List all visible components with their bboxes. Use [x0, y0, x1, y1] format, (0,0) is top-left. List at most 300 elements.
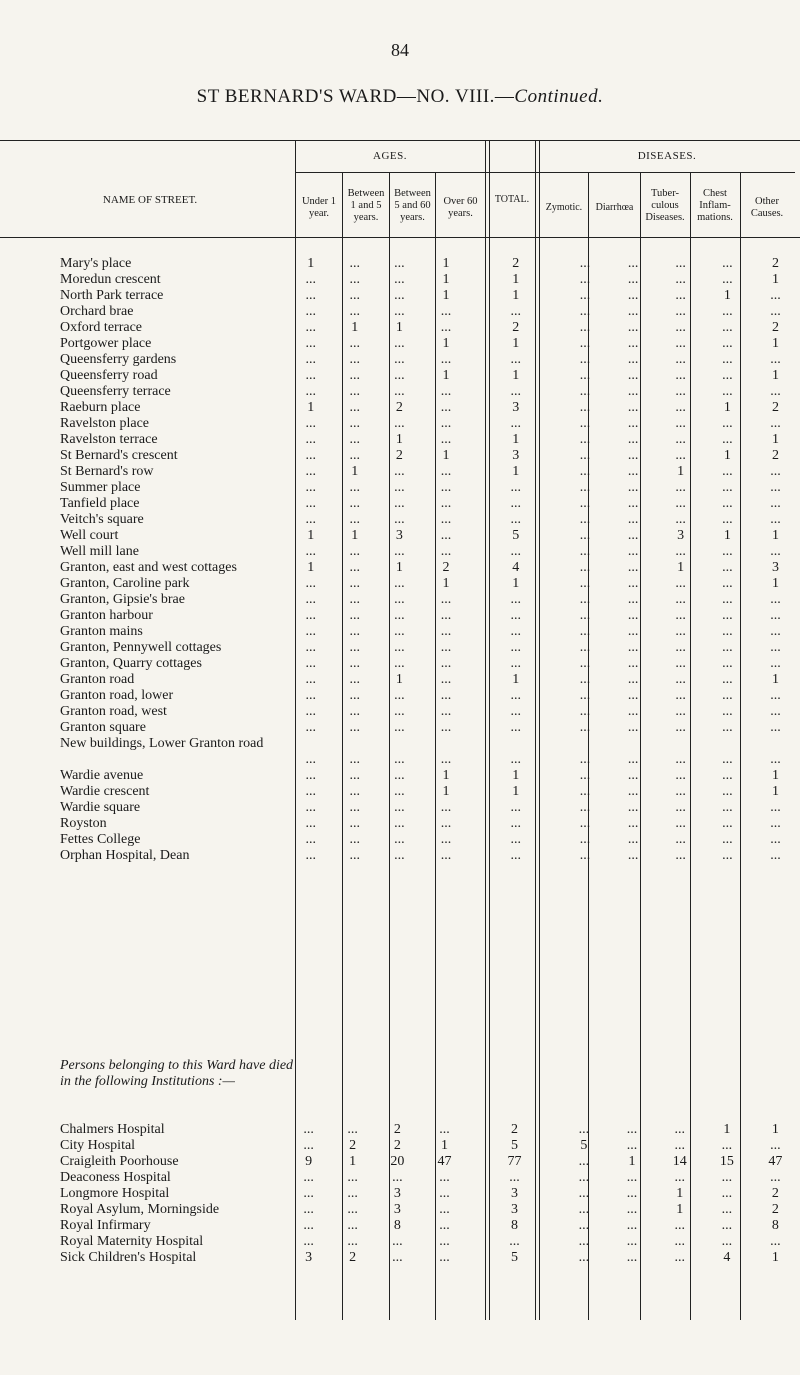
cell-value: 1 [512, 784, 520, 799]
cell-value: ... [627, 384, 639, 399]
row-label-text: Well court [60, 528, 119, 543]
row-label [0, 320, 288, 336]
row-label-text: Royal Asylum, Morningside [60, 1202, 220, 1217]
cell-value: 2 [395, 400, 403, 415]
cell-value: ... [675, 544, 686, 559]
row-label-text: Royal Maternity Hospital [60, 1234, 204, 1249]
cell-value: 3 [511, 1186, 518, 1201]
cell-value: ... [440, 512, 452, 527]
cell-value: 1 [442, 256, 450, 271]
cell-value: ... [770, 1170, 781, 1185]
cell-value: 1 [442, 368, 450, 383]
row-label [0, 560, 288, 576]
cell-value: ... [440, 640, 452, 655]
cell-value: 1 [723, 400, 731, 415]
cell-value: ... [675, 624, 686, 639]
cell-value: 3 [771, 560, 779, 575]
cell-value: ... [394, 464, 405, 479]
row-label-text: Ravelston terrace [60, 432, 158, 447]
row-label-text: Granton, Pennywell cottages [60, 640, 222, 655]
header-tuberculous: Tuber-culous Diseases. [645, 188, 685, 223]
row-label [0, 528, 288, 544]
row-label-text: Chalmers Hospital [60, 1122, 165, 1137]
cell-value: ... [394, 352, 405, 367]
cell-value: ... [579, 704, 591, 719]
cell-value: ... [579, 256, 591, 271]
cell-value: 1 [723, 448, 731, 463]
cell-value: 3 [512, 448, 520, 463]
cell-value: ... [349, 496, 361, 511]
cell-value: ... [394, 848, 405, 863]
cell-value: ... [394, 576, 405, 591]
cell-value: ... [579, 352, 591, 367]
cell-value: ... [627, 544, 639, 559]
street-row [0, 528, 800, 544]
row-label [0, 784, 288, 800]
row-label-text: Raeburn place [60, 400, 141, 415]
cell-value: 1 [771, 784, 779, 799]
cell-value: ... [439, 1186, 450, 1201]
cell-value: ... [349, 352, 361, 367]
cell-value: ... [440, 416, 452, 431]
cell-value: ... [510, 640, 521, 655]
cell-value: ... [675, 608, 686, 623]
cell-value: ... [722, 480, 733, 495]
cell-value: ... [675, 496, 686, 511]
row-label [0, 768, 288, 784]
cell-value: ... [349, 848, 361, 863]
cell-value: ... [394, 800, 405, 815]
street-row [0, 256, 800, 272]
cell-value: ... [627, 784, 639, 799]
cell-value: 1 [307, 256, 315, 271]
institution-row [0, 1186, 800, 1202]
cell-value: ... [627, 720, 639, 735]
cell-value: ... [349, 832, 361, 847]
row-label-text: Wardie square [60, 800, 141, 815]
cell-value: ... [510, 416, 521, 431]
cell-value: ... [394, 784, 405, 799]
cell-value: ... [510, 752, 521, 767]
cell-value: ... [675, 704, 686, 719]
cell-value: ... [722, 816, 733, 831]
cell-value: ... [721, 1218, 733, 1233]
cell-value: 1 [771, 1250, 779, 1265]
cell-value: ... [579, 688, 591, 703]
institutions-heading: Persons belonging to this Ward have died in the following Institutions :— [60, 1058, 294, 1089]
cell-value: 1 [512, 368, 520, 383]
cell-value: 1 [395, 560, 403, 575]
row-label [0, 1186, 286, 1202]
cell-value: ... [627, 816, 639, 831]
cell-value: 8 [771, 1218, 779, 1233]
row-label-text: Royston [60, 816, 107, 831]
cell-value: ... [394, 704, 405, 719]
title-continued: Continued. [514, 86, 604, 107]
cell-value: ... [627, 752, 639, 767]
cell-value: ... [579, 848, 591, 863]
cell-value: ... [627, 288, 639, 303]
cell-value: ... [440, 832, 452, 847]
cell-value: ... [305, 848, 316, 863]
cell-value: ... [770, 592, 781, 607]
header-between-5-60: Between 5 and 60 years. [394, 188, 431, 223]
header-other: Other Causes. [750, 196, 784, 219]
cell-value: ... [349, 672, 361, 687]
cell-value: ... [510, 656, 521, 671]
cell-value: 1 [771, 368, 779, 383]
cell-value: ... [440, 400, 452, 415]
institutions-body [0, 1122, 800, 1266]
cell-value: 3 [395, 528, 403, 543]
street-row [0, 560, 800, 576]
cell-value: ... [440, 432, 452, 447]
cell-value: ... [440, 496, 452, 511]
cell-value: ... [392, 1234, 403, 1249]
row-label [0, 1202, 286, 1218]
cell-value: ... [349, 448, 361, 463]
row-label-text: Tanfield place [60, 496, 140, 511]
row-label-text: St Bernard's crescent [60, 448, 178, 463]
row-label-text: Wardie avenue [60, 768, 144, 783]
row-label [0, 1218, 286, 1234]
cell-value: ... [349, 768, 361, 783]
cell-value: ... [770, 384, 781, 399]
cell-value: ... [305, 416, 316, 431]
cell-value: ... [626, 1170, 638, 1185]
cell-value: 9 [305, 1154, 313, 1169]
cell-value: 2 [771, 448, 779, 463]
cell-value: ... [722, 640, 733, 655]
cell-value: ... [578, 1234, 590, 1249]
cell-value: ... [305, 304, 316, 319]
cell-value: ... [349, 288, 361, 303]
cell-value: 1 [723, 528, 731, 543]
cell-value: ... [579, 608, 591, 623]
cell-value: ... [440, 656, 452, 671]
row-label-text: City Hospital [60, 1138, 136, 1153]
cell-value: ... [675, 272, 686, 287]
cell-value: ... [579, 640, 591, 655]
street-row [0, 672, 800, 688]
cell-value: 2 [771, 1202, 779, 1217]
cell-value: ... [722, 320, 733, 335]
street-row [0, 784, 800, 800]
row-label [0, 608, 288, 624]
cell-value: 1 [723, 1122, 731, 1137]
row-label-text: Granton, Caroline park [60, 576, 190, 591]
cell-value: ... [721, 1138, 733, 1153]
row-label-text: Craigleith Poorhouse [60, 1154, 179, 1169]
street-row [0, 736, 800, 768]
cell-value: 1 [771, 272, 779, 287]
cell-value: ... [510, 304, 521, 319]
cell-value: ... [627, 560, 639, 575]
cell-value: ... [510, 688, 521, 703]
cell-value: ... [627, 352, 639, 367]
institution-row [0, 1218, 800, 1234]
cell-value: ... [626, 1138, 638, 1153]
cell-value: ... [440, 672, 452, 687]
cell-value: ... [770, 288, 781, 303]
cell-value: ... [347, 1234, 358, 1249]
street-row [0, 336, 800, 352]
cell-value: ... [394, 768, 405, 783]
cell-value: 1 [442, 448, 450, 463]
cell-value: ... [627, 592, 639, 607]
row-label-text: Orphan Hospital, Dean [60, 848, 190, 863]
header-chest: Chest Inflam-mations. [697, 188, 733, 223]
cell-value: ... [721, 1234, 733, 1249]
header-zymotic: Zymotic. [545, 202, 583, 213]
cell-value: 4 [512, 560, 520, 575]
cell-value: ... [394, 304, 405, 319]
street-row [0, 320, 800, 336]
cell-value: ... [627, 704, 639, 719]
cell-value: ... [440, 800, 452, 815]
cell-value: ... [627, 336, 639, 351]
institution-row [0, 1234, 800, 1250]
cell-value: ... [627, 272, 639, 287]
cell-value: ... [394, 384, 405, 399]
street-row [0, 624, 800, 640]
cell-value: 1 [676, 1202, 684, 1217]
cell-value: 1 [349, 1154, 357, 1169]
street-row [0, 816, 800, 832]
institution-row [0, 1122, 800, 1138]
cell-value: 1 [351, 464, 359, 479]
cell-value: ... [722, 576, 733, 591]
cell-value: ... [722, 688, 733, 703]
cell-value: ... [675, 256, 686, 271]
cell-value: ... [440, 752, 452, 767]
cell-value: ... [305, 832, 316, 847]
institution-row [0, 1250, 800, 1266]
cell-value: ... [579, 448, 591, 463]
cell-value: ... [305, 432, 316, 447]
cell-value: 1 [395, 672, 403, 687]
street-row [0, 480, 800, 496]
cell-value: ... [349, 800, 361, 815]
cell-value: ... [305, 672, 316, 687]
cell-value: ... [509, 1234, 520, 1249]
row-label-text: Granton road [60, 672, 135, 687]
cell-value: ... [349, 400, 361, 415]
cell-value: ... [394, 544, 405, 559]
cell-value: ... [627, 320, 639, 335]
cell-value: ... [579, 656, 591, 671]
cell-value: ... [349, 384, 361, 399]
cell-value: ... [510, 608, 521, 623]
cell-value: ... [579, 384, 591, 399]
row-label [0, 1122, 286, 1138]
cell-value: ... [722, 336, 733, 351]
cell-value: ... [675, 368, 686, 383]
cell-value: ... [722, 608, 733, 623]
cell-value: ... [349, 512, 361, 527]
header-bottom-rule [0, 237, 800, 238]
cell-value: ... [578, 1122, 590, 1137]
cell-value: ... [579, 768, 591, 783]
cell-value: ... [627, 256, 639, 271]
header-over-60: Over 60 years. [443, 196, 478, 219]
row-label [0, 544, 288, 560]
cell-value: ... [770, 848, 781, 863]
row-label [0, 1154, 286, 1170]
street-row [0, 544, 800, 560]
cell-value: ... [349, 416, 361, 431]
row-label [0, 256, 288, 272]
cell-value: ... [579, 272, 591, 287]
cell-value: ... [722, 624, 733, 639]
row-label [0, 848, 288, 864]
cell-value: 2 [771, 400, 779, 415]
cell-value: ... [674, 1250, 685, 1265]
cell-value: ... [305, 512, 316, 527]
cell-value: ... [675, 432, 686, 447]
cell-value: ... [722, 848, 733, 863]
street-row [0, 608, 800, 624]
row-label-text: Portgower place [60, 336, 152, 351]
cell-value: ... [722, 304, 733, 319]
cell-value: 1 [307, 560, 315, 575]
cell-value: ... [305, 688, 316, 703]
cell-value: ... [675, 784, 686, 799]
cell-value: ... [394, 816, 405, 831]
street-row [0, 288, 800, 304]
cell-value: ... [510, 544, 521, 559]
cell-value: ... [627, 528, 639, 543]
cell-value: ... [770, 800, 781, 815]
cell-value: ... [675, 400, 686, 415]
header-ages: AGES. [373, 150, 407, 162]
header-under-1: Under 1 year. [301, 196, 337, 219]
cell-value: ... [675, 384, 686, 399]
cell-value: ... [349, 576, 361, 591]
row-label-text: Mary's place [60, 256, 132, 271]
cell-value: ... [675, 832, 686, 847]
cell-value: ... [675, 336, 686, 351]
row-label [0, 400, 288, 416]
row-label [0, 416, 288, 432]
cell-value: ... [439, 1170, 450, 1185]
cell-value: ... [349, 592, 361, 607]
street-row [0, 688, 800, 704]
cell-value: ... [439, 1202, 450, 1217]
cell-value: ... [627, 464, 639, 479]
cell-value: ... [349, 688, 361, 703]
cell-value: ... [722, 720, 733, 735]
cell-value: 5 [511, 1138, 518, 1153]
cell-value: ... [579, 832, 591, 847]
cell-value: ... [722, 752, 733, 767]
cell-value: ... [579, 288, 591, 303]
cell-value: ... [675, 320, 686, 335]
cell-value: ... [770, 832, 781, 847]
street-row [0, 368, 800, 384]
cell-value: ... [349, 640, 361, 655]
cell-value: ... [626, 1202, 638, 1217]
cell-value: ... [722, 464, 733, 479]
cell-value: ... [510, 848, 521, 863]
cell-value: ... [770, 640, 781, 655]
cell-value: ... [347, 1122, 358, 1137]
cell-value: 1 [723, 288, 731, 303]
cell-value: ... [675, 640, 686, 655]
cell-value: ... [305, 768, 316, 783]
header-diarrhoea: Diarrhœa [595, 202, 634, 213]
row-label [0, 832, 288, 848]
row-label-text: Summer place [60, 480, 141, 495]
cell-value: ... [722, 384, 733, 399]
street-row [0, 592, 800, 608]
row-label-text: Ravelston place [60, 416, 150, 431]
cell-value: ... [770, 752, 781, 767]
cell-value: ... [440, 608, 452, 623]
cell-value: ... [394, 336, 405, 351]
cell-value: ... [303, 1234, 314, 1249]
cell-value: ... [440, 528, 452, 543]
row-label [0, 624, 288, 640]
cell-value: 1 [512, 336, 520, 351]
cell-value: ... [579, 432, 591, 447]
cell-value: ... [303, 1218, 314, 1233]
cell-value: ... [394, 480, 405, 495]
cell-value: ... [675, 752, 686, 767]
cell-value: ... [722, 256, 733, 271]
cell-value: ... [770, 304, 781, 319]
cell-value: ... [770, 416, 781, 431]
cell-value: ... [579, 304, 591, 319]
row-label [0, 1250, 286, 1266]
cell-value: ... [510, 800, 521, 815]
cell-value: ... [627, 368, 639, 383]
cell-value: ... [770, 464, 781, 479]
cell-value: 5 [512, 528, 520, 543]
cell-value: ... [722, 496, 733, 511]
cell-value: 1 [771, 576, 779, 591]
row-label-text: Veitch's square [60, 512, 144, 527]
row-label [0, 288, 288, 304]
row-label [0, 432, 288, 448]
cell-value: ... [770, 352, 781, 367]
row-label-text: Moredun crescent [60, 272, 161, 287]
cell-value: ... [770, 496, 781, 511]
cell-value: ... [627, 496, 639, 511]
cell-value: ... [675, 592, 686, 607]
cell-value: ... [347, 1218, 358, 1233]
cell-value: ... [305, 464, 316, 479]
row-label [0, 448, 288, 464]
cell-value: ... [675, 672, 686, 687]
street-row [0, 448, 800, 464]
cell-value: ... [770, 608, 781, 623]
cell-value: ... [770, 1138, 781, 1153]
cell-value: ... [722, 768, 733, 783]
cell-value: ... [440, 848, 452, 863]
cell-value: 47 [768, 1154, 783, 1169]
row-label-text: Granton, Gipsie's brae [60, 592, 185, 607]
cell-value: ... [579, 672, 591, 687]
cell-value: ... [626, 1218, 638, 1233]
cell-value: ... [579, 560, 591, 575]
cell-value: ... [305, 544, 316, 559]
header-diseases: DISEASES. [637, 150, 697, 162]
cell-value: ... [627, 304, 639, 319]
cell-value: 1 [771, 1122, 779, 1137]
cell-value: ... [394, 832, 405, 847]
cell-value: ... [722, 560, 733, 575]
